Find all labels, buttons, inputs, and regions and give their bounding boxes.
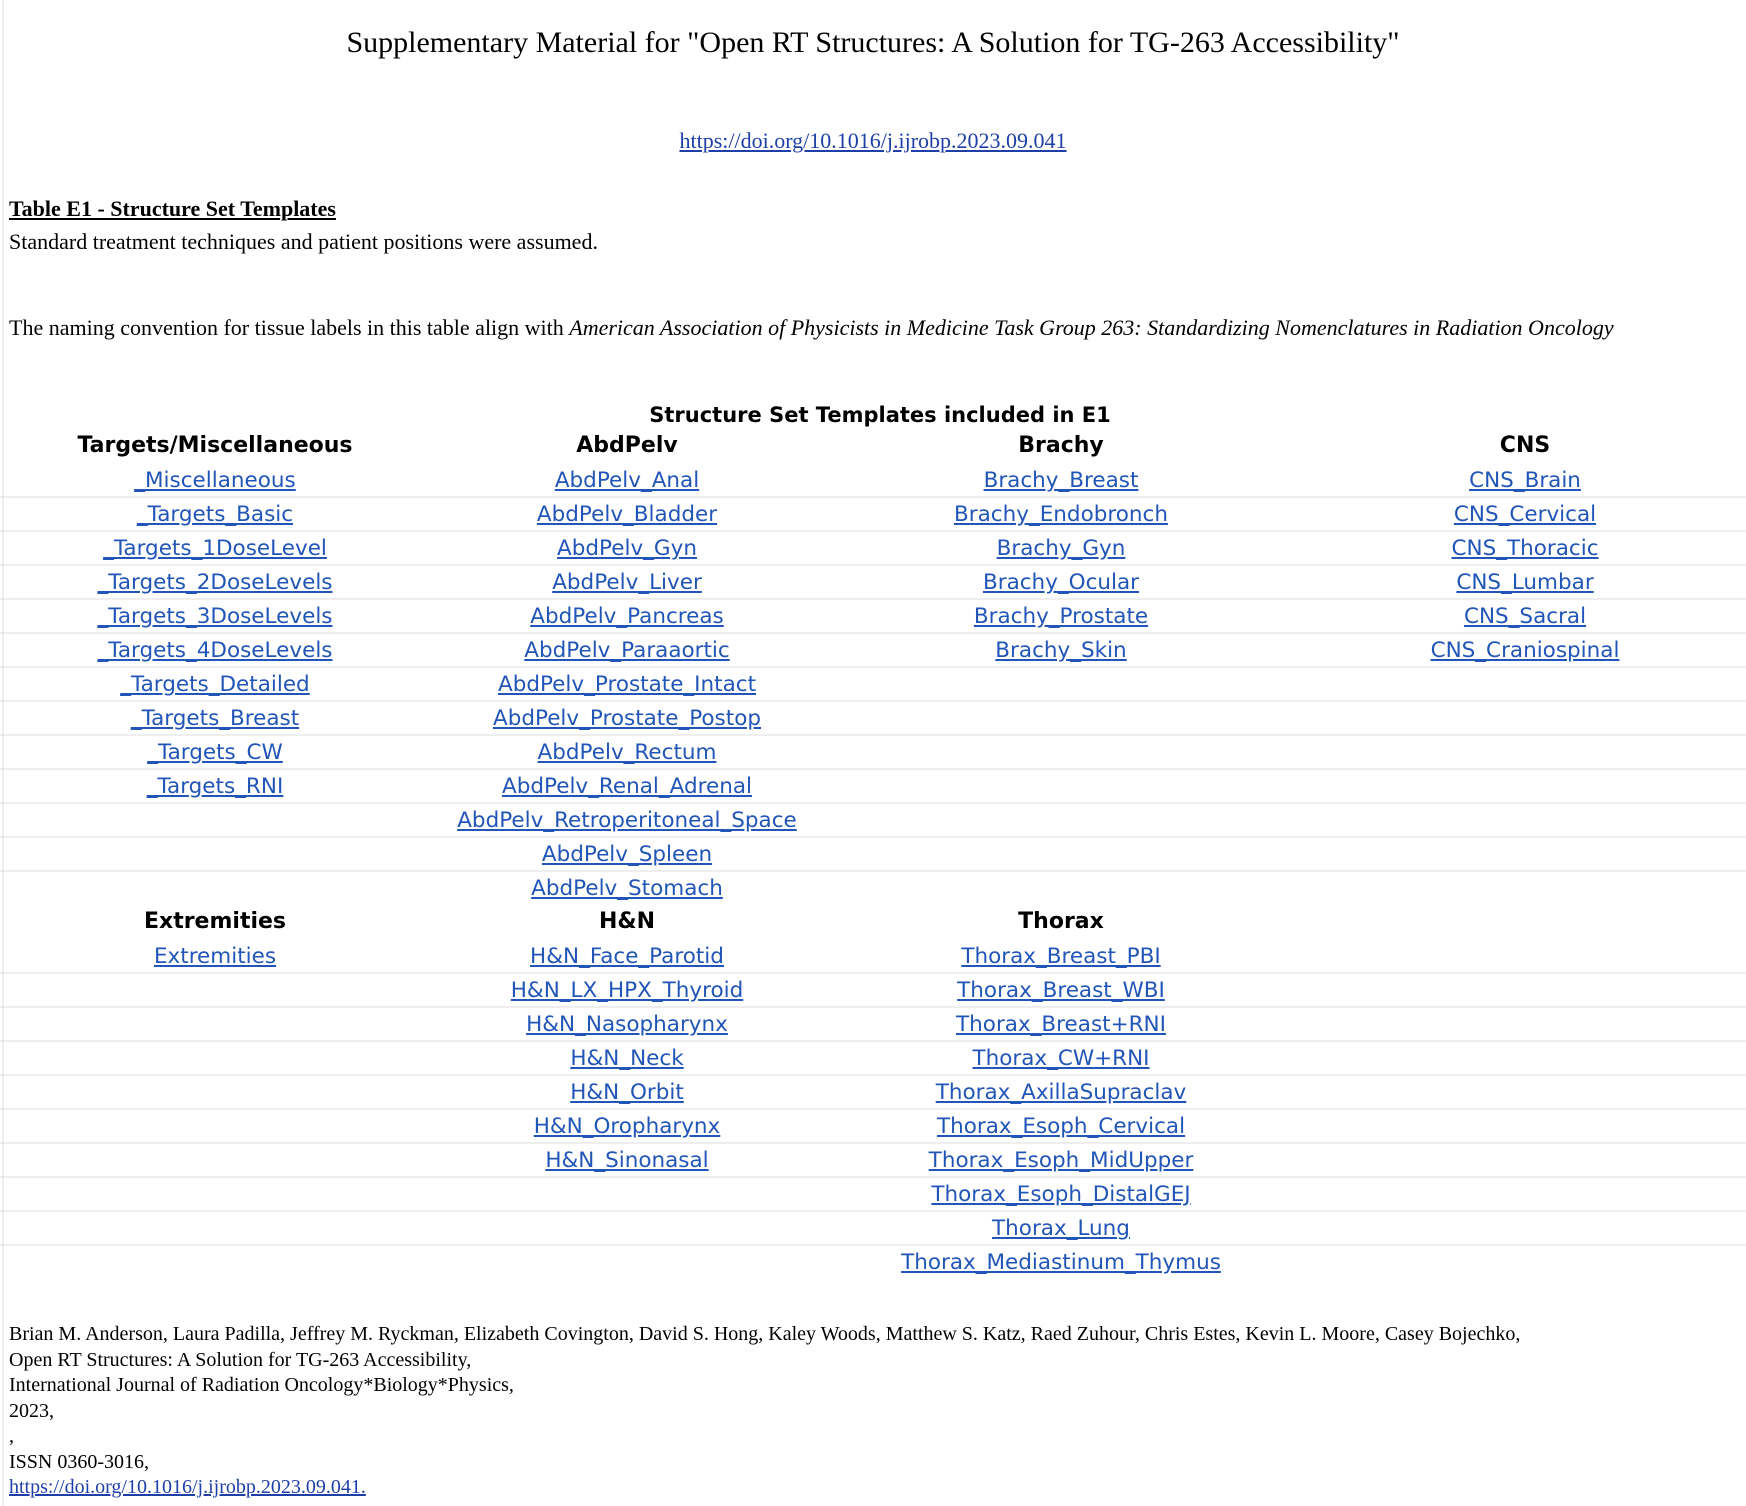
template-link[interactable]: Thorax_Lung	[992, 1216, 1130, 1241]
template-link[interactable]: AbdPelv_Anal	[554, 468, 700, 493]
template-link[interactable]: AbdPelv_Stomach	[531, 876, 723, 901]
template-item	[511, 974, 743, 1008]
template-item	[984, 464, 1139, 498]
template-item	[570, 1042, 683, 1076]
group-heading-abdpelv: AbdPelv	[576, 433, 678, 458]
template-link[interactable]: CNS_Sacral	[1463, 604, 1587, 629]
template-item	[1454, 498, 1596, 532]
template-link[interactable]: Thorax_Breast+RNI	[956, 1012, 1166, 1037]
template-link[interactable]: H&N_Nasopharynx	[526, 1012, 728, 1037]
citation-journal: International Journal of Radiation Oncology*Biology*Physics,	[9, 1374, 514, 1396]
template-link[interactable]: Brachy_Ocular	[982, 570, 1140, 595]
template-item	[498, 668, 756, 702]
group-heading-thorax: Thorax	[1018, 909, 1104, 934]
template-item	[103, 532, 327, 566]
template-item	[901, 1246, 1221, 1280]
template-item	[502, 770, 752, 804]
template-link[interactable]: Brachy_Gyn	[996, 536, 1126, 561]
table-subtitle: Standard treatment techniques and patient positions were assumed.	[9, 229, 598, 254]
template-link[interactable]: CNS_Brain	[1469, 468, 1581, 493]
naming-convention-note	[9, 315, 1614, 341]
template-link[interactable]: Extremities	[153, 944, 277, 969]
template-link[interactable]: Thorax_Esoph_Cervical	[936, 1114, 1186, 1139]
template-item	[1451, 532, 1598, 566]
citation-authors: Brian M. Anderson, Laura Padilla, Jeffrey M. Ryckman, Elizabeth Covington, David S. Hong, Kaley Woods, Matthew S. Katz, Raed Zuhour, Chris Estes, Kevin L. Moore, Casey Bojechko,	[9, 1323, 1521, 1345]
template-item	[542, 838, 712, 872]
template-link[interactable]: Thorax_Breast_PBI	[961, 944, 1161, 969]
template-item	[961, 940, 1160, 974]
template-item	[98, 634, 333, 668]
template-link[interactable]: Thorax_Esoph_MidUpper	[928, 1148, 1194, 1173]
template-link[interactable]: _Targets_CW	[147, 740, 283, 765]
citation-doi-link[interactable]: https://doi.org/10.1016/j.ijrobp.2023.09.041.	[9, 1476, 366, 1498]
template-item	[120, 668, 309, 702]
template-link[interactable]: Thorax_AxillaSupraclav	[935, 1080, 1187, 1105]
template-item	[147, 736, 283, 770]
template-link[interactable]: AbdPelv_Renal_Adrenal	[502, 774, 752, 799]
template-item	[983, 566, 1139, 600]
citation-year: 2023,	[9, 1399, 54, 1422]
template-item	[995, 634, 1126, 668]
template-link[interactable]: H&N_Oropharynx	[533, 1114, 721, 1139]
template-item	[974, 600, 1148, 634]
template-item	[1464, 600, 1586, 634]
template-link[interactable]: Thorax_CW+RNI	[972, 1046, 1150, 1071]
template-link[interactable]: AbdPelv_Spleen	[541, 842, 713, 867]
citation-article-title: Open RT Structures: A Solution for TG-263 Accessibility,	[9, 1348, 472, 1371]
template-item	[997, 532, 1126, 566]
template-item	[524, 634, 729, 668]
template-link[interactable]: AbdPelv_Pancreas	[530, 604, 724, 629]
template-item	[570, 1076, 684, 1110]
template-link[interactable]: H&N_Orbit	[570, 1080, 684, 1105]
template-link[interactable]: H&N_Face_Parotid	[530, 944, 724, 969]
template-link[interactable]: Brachy_Prostate	[973, 604, 1149, 629]
template-item	[538, 736, 717, 770]
document-title: Supplementary Material for "Open RT Structures: A Solution for TG-263 Accessibility"	[346, 26, 1400, 59]
template-link[interactable]: _Targets_RNI	[146, 774, 284, 799]
template-link[interactable]: Brachy_Breast	[983, 468, 1139, 493]
citation-block	[9, 1322, 1520, 1501]
citation-blank: ,	[9, 1425, 14, 1447]
template-item	[531, 872, 723, 906]
template-item	[972, 1042, 1149, 1076]
template-link[interactable]: Brachy_Skin	[995, 638, 1127, 663]
naming-convention-text: The naming convention for tissue labels in this table align with	[9, 315, 570, 340]
template-link[interactable]: AbdPelv_Prostate_Intact	[497, 672, 757, 697]
template-link[interactable]: H&N_Sinonasal	[545, 1148, 709, 1173]
template-item	[929, 1144, 1194, 1178]
template-item	[98, 566, 333, 600]
template-item	[1469, 464, 1581, 498]
template-link[interactable]: _Targets_Basic	[136, 502, 294, 527]
template-link[interactable]: Thorax_Esoph_DistalGEJ	[931, 1182, 1191, 1207]
template-item	[956, 1008, 1166, 1042]
template-item	[457, 804, 797, 838]
template-link[interactable]: AbdPelv_Gyn	[557, 536, 697, 561]
template-link[interactable]: AbdPelv_Prostate_Postop	[493, 706, 761, 731]
template-link[interactable]: _Miscellaneous	[134, 468, 296, 493]
template-link[interactable]: _Targets_Detailed	[120, 672, 310, 697]
group-heading-brachy: Brachy	[1018, 433, 1104, 458]
template-item	[936, 1076, 1187, 1110]
template-item	[545, 1144, 708, 1178]
template-link[interactable]: Thorax_Mediastinum_Thymus	[901, 1250, 1221, 1275]
template-item	[555, 464, 699, 498]
table-heading: Table E1 - Structure Set Templates	[9, 196, 336, 221]
template-item	[931, 1178, 1190, 1212]
template-item	[526, 1008, 728, 1042]
template-item	[1456, 566, 1593, 600]
template-link[interactable]: AbdPelv_Liver	[552, 570, 702, 595]
template-link[interactable]: CNS_Thoracic	[1451, 536, 1599, 561]
doi-link[interactable]: https://doi.org/10.1016/j.ijrobp.2023.09.041	[679, 128, 1067, 153]
naming-convention-reference: American Association of Physicists in Medicine Task Group 263: Standardizing Nomenclatures in Radiation Oncology	[569, 315, 1614, 340]
template-link[interactable]: _Targets_Breast	[130, 706, 300, 731]
template-link[interactable]: AbdPelv_Rectum	[537, 740, 717, 765]
template-item	[493, 702, 761, 736]
template-item	[954, 498, 1168, 532]
template-item	[937, 1110, 1185, 1144]
template-item	[131, 702, 299, 736]
template-item	[154, 940, 276, 974]
template-link[interactable]: _Targets_1DoseLevel	[103, 536, 327, 561]
template-item	[98, 600, 333, 634]
template-link[interactable]: AbdPelv_Retroperitoneal_Space	[457, 808, 797, 833]
template-link[interactable]: H&N_Neck	[570, 1046, 684, 1071]
templates-caption: Structure Set Templates included in E1	[649, 403, 1111, 427]
template-item	[530, 600, 723, 634]
doi-link-container	[0, 128, 1746, 154]
template-link[interactable]: CNS_Cervical	[1453, 502, 1597, 527]
citation-issn: ISSN 0360-3016,	[9, 1450, 150, 1473]
template-item	[537, 498, 717, 532]
group-heading-cns: CNS	[1499, 433, 1551, 458]
group-heading-extremities: Extremities	[143, 909, 287, 934]
template-link[interactable]: Thorax_Breast_WBI	[957, 978, 1165, 1003]
template-item	[557, 532, 697, 566]
template-link[interactable]: AbdPelv_Bladder	[536, 502, 718, 527]
template-item	[552, 566, 702, 600]
group-heading-hn: H&N	[598, 909, 656, 934]
template-link[interactable]: _Targets_3DoseLevels	[97, 604, 333, 629]
template-item	[137, 498, 293, 532]
template-item	[534, 1110, 721, 1144]
template-link[interactable]: _Targets_2DoseLevels	[97, 570, 333, 595]
template-item	[530, 940, 724, 974]
template-item	[134, 464, 295, 498]
template-link[interactable]: _Targets_4DoseLevels	[97, 638, 333, 663]
template-item	[1431, 634, 1620, 668]
template-link[interactable]: CNS_Lumbar	[1456, 570, 1594, 595]
template-item	[992, 1212, 1130, 1246]
template-link[interactable]: CNS_Craniospinal	[1430, 638, 1620, 663]
template-link[interactable]: H&N_LX_HPX_Thyroid	[510, 978, 744, 1003]
template-item	[147, 770, 284, 804]
template-link[interactable]: Brachy_Endobronch	[954, 502, 1168, 527]
group-heading-targets: Targets/Miscellaneous	[77, 433, 353, 458]
template-item	[957, 974, 1165, 1008]
template-link[interactable]: AbdPelv_Paraaortic	[524, 638, 730, 663]
